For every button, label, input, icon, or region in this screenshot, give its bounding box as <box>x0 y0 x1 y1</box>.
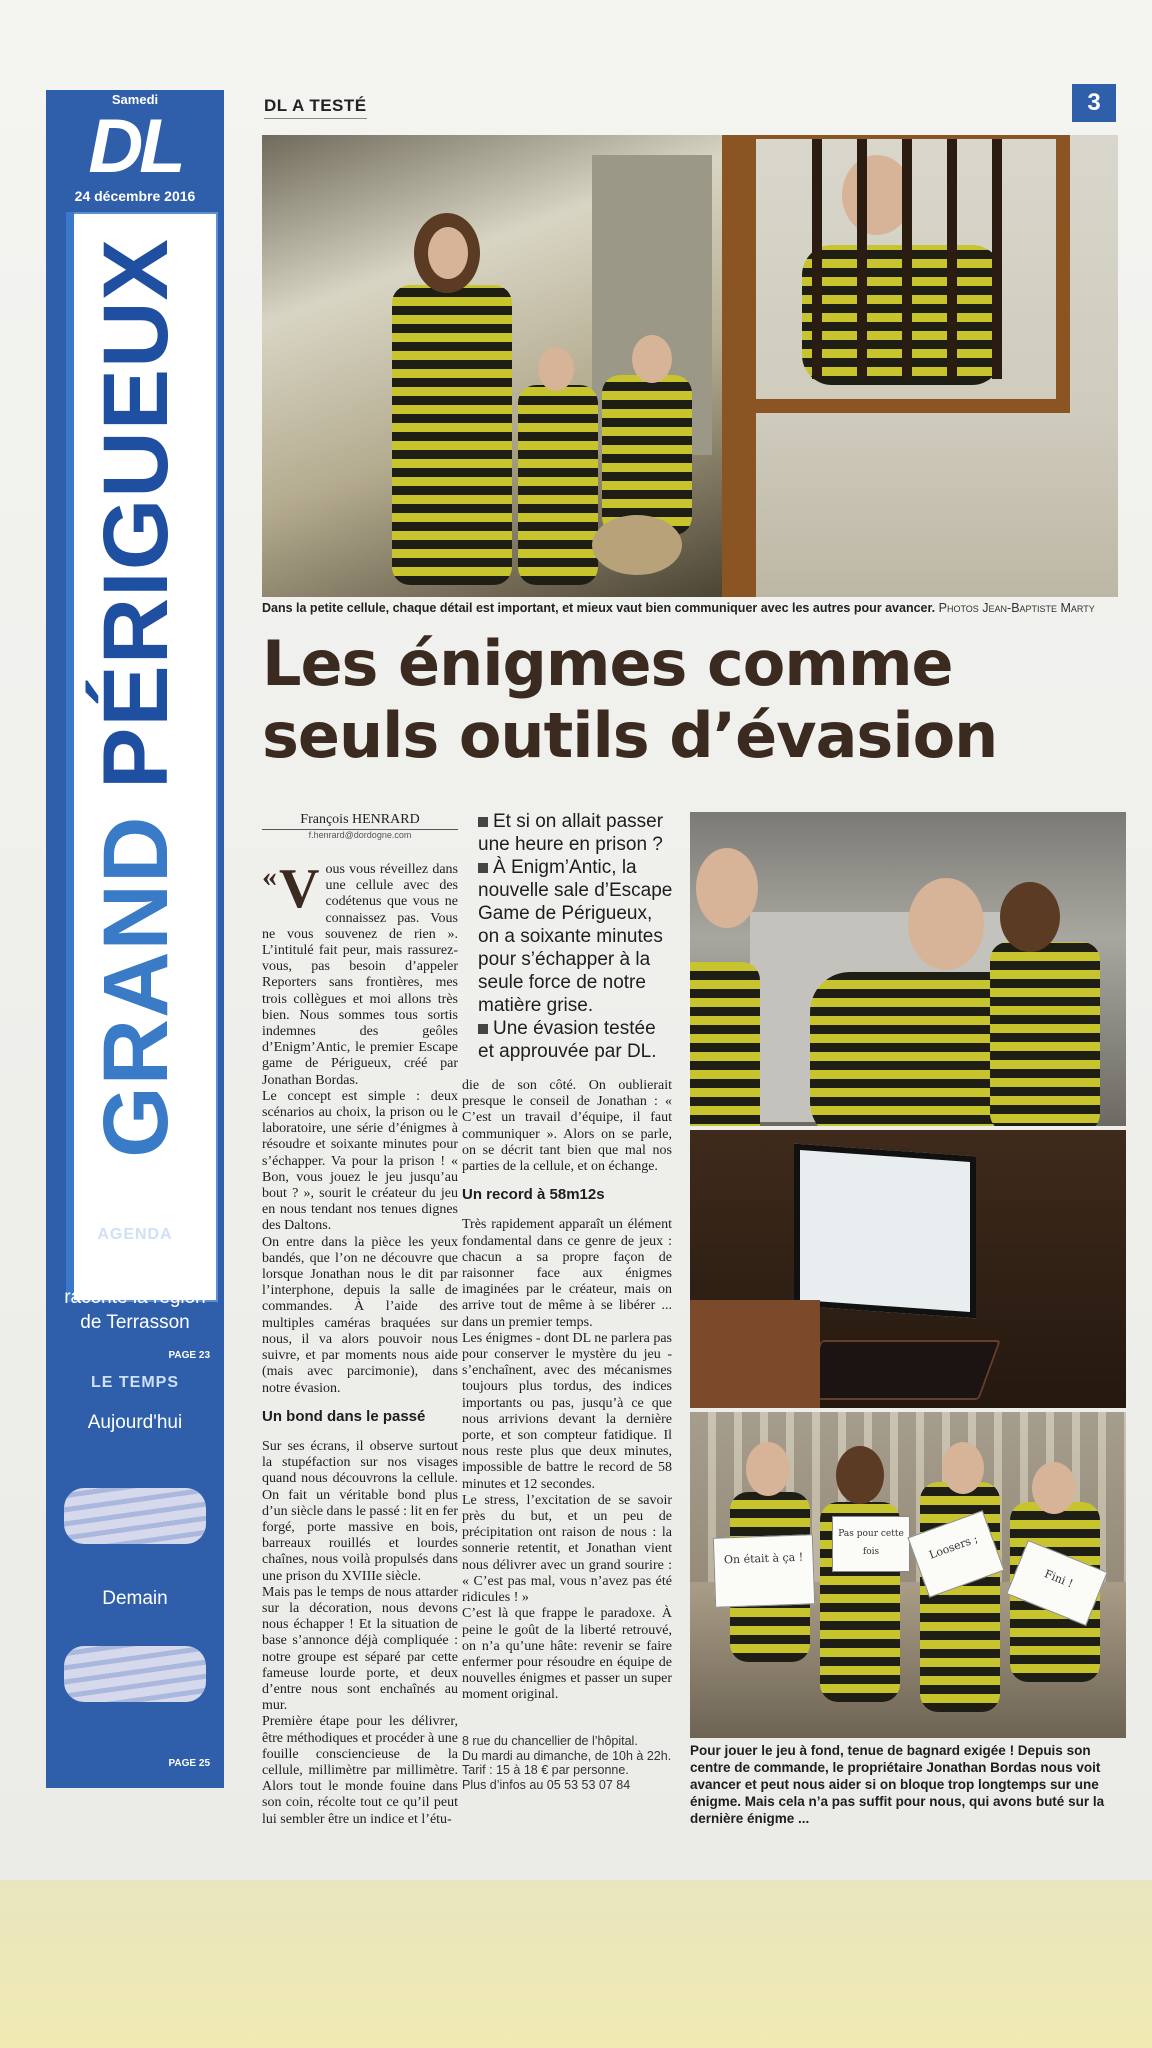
section-title-perigueux: PÉRIGUEUX <box>85 238 187 790</box>
table-surface <box>0 1880 1152 2048</box>
sign-card: Loosers ; <box>907 1510 1004 1598</box>
square-bullet-icon <box>478 817 488 827</box>
weather-page-ref: PAGE 25 <box>168 1758 210 1769</box>
lead-item: Et si on allait passer une heure en prison ? <box>478 811 664 855</box>
window-bar <box>857 139 867 379</box>
weather-heading: LE TEMPS <box>90 1374 179 1391</box>
lead-item: Une évasion testée et approuvée par DL. <box>478 1018 657 1062</box>
weather-today-blurred <box>64 1488 206 1544</box>
subheading: Un record à 58m12s <box>462 1186 605 1204</box>
group-member-3 <box>920 1482 1000 1712</box>
group-member-2-hair <box>836 1446 884 1504</box>
paragraph: Les énigmes - dont DL ne parlera pas pour conserver le mystère du jeu - s’enchaînent, avec des mécanismes toujours plus tordus, des indices importants ou pas, jusqu’à ce que nous arrivions devant la dernière porte, et son compteur fatidique. Il nous reste plus que deux minutes, impossible de battre le record de 58 minutes et 12 secondes. <box>462 1330 672 1492</box>
prisoner-left-face <box>696 848 758 928</box>
photo-caption-top <box>262 600 1122 616</box>
weather-tomorrow-label: Demain <box>102 1588 168 1609</box>
section-sidebar <box>46 90 224 1788</box>
paragraph: C’est là que frappe le paradoxe. À peine le goût de la liberté retrouvé, on n’a qu’une hâte: revenir se faire enfermer pour résoudre en équipe de nouvelles énigmes et passer un super moment original. <box>462 1606 672 1703</box>
window-bar <box>902 139 912 379</box>
subheading: Un bond dans le passé <box>262 1407 426 1425</box>
prisoner-back <box>990 942 1100 1126</box>
square-bullet-icon <box>478 863 488 873</box>
paragraph: « V ous vous réveillez dans une cellule avec des codétenus que vous ne connaissez pas. Vous ne vous souvenez de rien ». L’intitulé fait peur, mais rassurez-vous, pas besoin d’appeler Reporters sans frontières, mes trois collègues et moi allons très bien. Nous sommes tous sortis indemnes des geôles d’Enigm’Antic, le premier Escape game de Périgueux, créé par Jonathan Bordas. <box>262 858 458 1088</box>
sidebar-day: Samedi <box>111 92 159 107</box>
phone: Plus d’infos au 05 53 53 07 84 <box>462 1777 631 1792</box>
sign-card: Pas pour cette fois <box>832 1516 910 1572</box>
chain-rope <box>592 515 682 575</box>
section-title <box>66 158 206 1238</box>
photo-control-room <box>690 1130 1126 1408</box>
paragraph: Mais pas le temps de nous attarder sur la décoration, nous devons nous échapper ! Et la situation de base s’annonce déjà compliquée : notre groupe est séparé par cette fameuse lourde porte, et deux d’entre nous sont enchaînés au mur. <box>262 1584 458 1714</box>
issue-date: 24 décembre 2016 <box>74 188 196 204</box>
photo-cell <box>262 135 722 597</box>
author-email: f.henrard@dordogne.com <box>308 830 412 840</box>
paragraph: Très rapidement apparaît un élément fondamental dans ce genre de jeux : chacun a sa propre façon de raisonner face aux énigmes imaginées par le créateur, mais on arrive tout de même à se libérer ... dans un premier temps. <box>462 1217 672 1330</box>
group-member-1-face <box>746 1442 790 1496</box>
paragraph: Le stress, l’excitation de se savoir près du but, et un peu de précipitation ont raison de nous : la sonnerie retentit, et Jonathan vient nous délivrer avec un grand sourire : « C’est pas mal, vous n’avez pas été ridicules ! » <box>462 1492 672 1606</box>
caption-top-text: Dans la petite cellule, chaque détail est important, et mieux vaut bien communiquer avec les autres pour avancer. <box>262 601 936 615</box>
photo-bars <box>722 135 1118 597</box>
paragraph: Sur ses écrans, il observe surtout la stupéfaction sur nos visages quand nous découvrons la cellule. On fait un véritable bond plus d’un siècle dans le passé : lit en fer forgé, porte massive en bois, barreaux rouillés et lourdes chaînes, nous voilà propulsés dans une prison du XVIIIe siècle. <box>262 1438 458 1584</box>
paragraph: die de son côté. On oublierait presque le conseil de Jonathan : « C’est un travail d’équipe, il faut communiquer ». Alors on se parle, on se décrit tant bien que mal nos parties de la cellule, et on échange. <box>462 1078 672 1175</box>
section-title-grand: GRAND <box>85 815 187 1158</box>
lead-item: À Enigm’Antic, la nouvelle sale d’Escape Game de Périgueux, on a soixante minutes pour s’échapper à la seule force de notre matière grise. <box>478 857 673 1016</box>
prisoner-standing <box>392 285 512 585</box>
article-column-1 <box>262 858 458 1828</box>
agenda-page-ref: PAGE 23 <box>168 1350 210 1361</box>
sign-card: Fini ! <box>1006 1540 1107 1626</box>
prisoner-left <box>690 962 760 1126</box>
window-bar <box>947 139 957 379</box>
paragraph: On entre dans la pièce les yeux bandés, que l’on ne découvre que lorsque Jonathan nous le dit par l’interphone, depuis la salle de commandes. À l’aide des multiples caméras braquées sur nous, il va alors pouvoir nous suivre, et par moments nous aide (mais avec parcimonie), dans notre évasion. <box>262 1234 458 1396</box>
window-bar <box>992 139 1002 379</box>
paragraph: Première étape pour les délivrer, être méthodiques et procéder à une fouille consciencieuse de la cellule, millimètre par millimètre. Alors tout le monde fouine dans son coin, récolte tout ce qu’il peut lui sembler être un indice et l’étu- <box>262 1714 458 1827</box>
headline-line-2: seuls outils d’évasion <box>262 699 998 772</box>
dl-logo: DL <box>88 104 182 189</box>
desk <box>690 1300 820 1408</box>
rubric-kicker: DL A TESTÉ <box>264 96 367 119</box>
weather-tomorrow-blurred <box>64 1646 206 1702</box>
prisoner-sitting-2 <box>602 375 692 535</box>
headline-line-1: Les énigmes comme <box>262 627 953 700</box>
photo-credit: Photos Jean-Baptiste Marty <box>938 601 1095 615</box>
weather-today-label: Aujourd'hui <box>87 1412 183 1433</box>
group-member-4-face <box>1032 1462 1076 1514</box>
sign-card: On était à ça ! <box>713 1534 815 1607</box>
article-headline <box>262 628 1122 772</box>
article-column-2 <box>462 1078 672 1704</box>
price: Tarif : 15 à 18 € par personne. <box>462 1763 629 1777</box>
practical-info <box>462 1734 672 1792</box>
author-byline: François HENRARD <box>262 812 458 830</box>
agenda-heading: AGENDA <box>97 1226 173 1243</box>
article-lead <box>478 810 676 1063</box>
square-bullet-icon <box>478 1024 488 1034</box>
monitor-screen <box>794 1144 976 1319</box>
prisoner-back-hair <box>1000 882 1060 952</box>
keyboard <box>799 1340 1001 1400</box>
window-bar <box>812 139 822 379</box>
paragraph: Le concept est simple : deux scénarios au choix, la prison ou le laboratoire, une série d’énigmes à résoudre et soixante minutes pour s’échapper. Va pour la prison ! « Bon, vous jouez le jeu jusqu’au bout ? », sourit le créateur du jeu en nous tendant nos tenues dignes des Daltons. <box>262 1088 458 1234</box>
prisoner-sitting-2-face <box>632 335 672 383</box>
photo-caption-bottom: Pour jouer le jeu à fond, tenue de bagnard exigée ! Depuis son centre de commande, le propriétaire Jonathan Bordas nous voit avancer et peut nous aider si on bloque trop longtemps sur une énigme. Mais cela n’a pas suffit pour nous, qui avons buté sur la dernière énigme ... <box>690 1743 1105 1826</box>
photo-group-signs <box>690 1412 1126 1738</box>
address: 8 rue du chancellier de l’hôpital. <box>462 1734 638 1748</box>
opening-hours: Du mardi au dimanche, de 10h à 22h. <box>462 1748 672 1763</box>
group-member-3-face <box>942 1442 984 1494</box>
prisoner-center-face <box>908 878 984 970</box>
agenda-teaser: Un livre photo raconte la région de Terrasson <box>64 1262 206 1333</box>
prisoner-sitting-1-face <box>538 347 574 391</box>
drop-cap: V <box>279 858 320 920</box>
prisoner-standing-face <box>428 227 468 279</box>
wooden-post <box>722 135 756 597</box>
prisoner-sitting-1 <box>518 385 598 585</box>
photo-laughing-prisoners <box>690 812 1126 1126</box>
page-number: 3 <box>1072 84 1116 122</box>
